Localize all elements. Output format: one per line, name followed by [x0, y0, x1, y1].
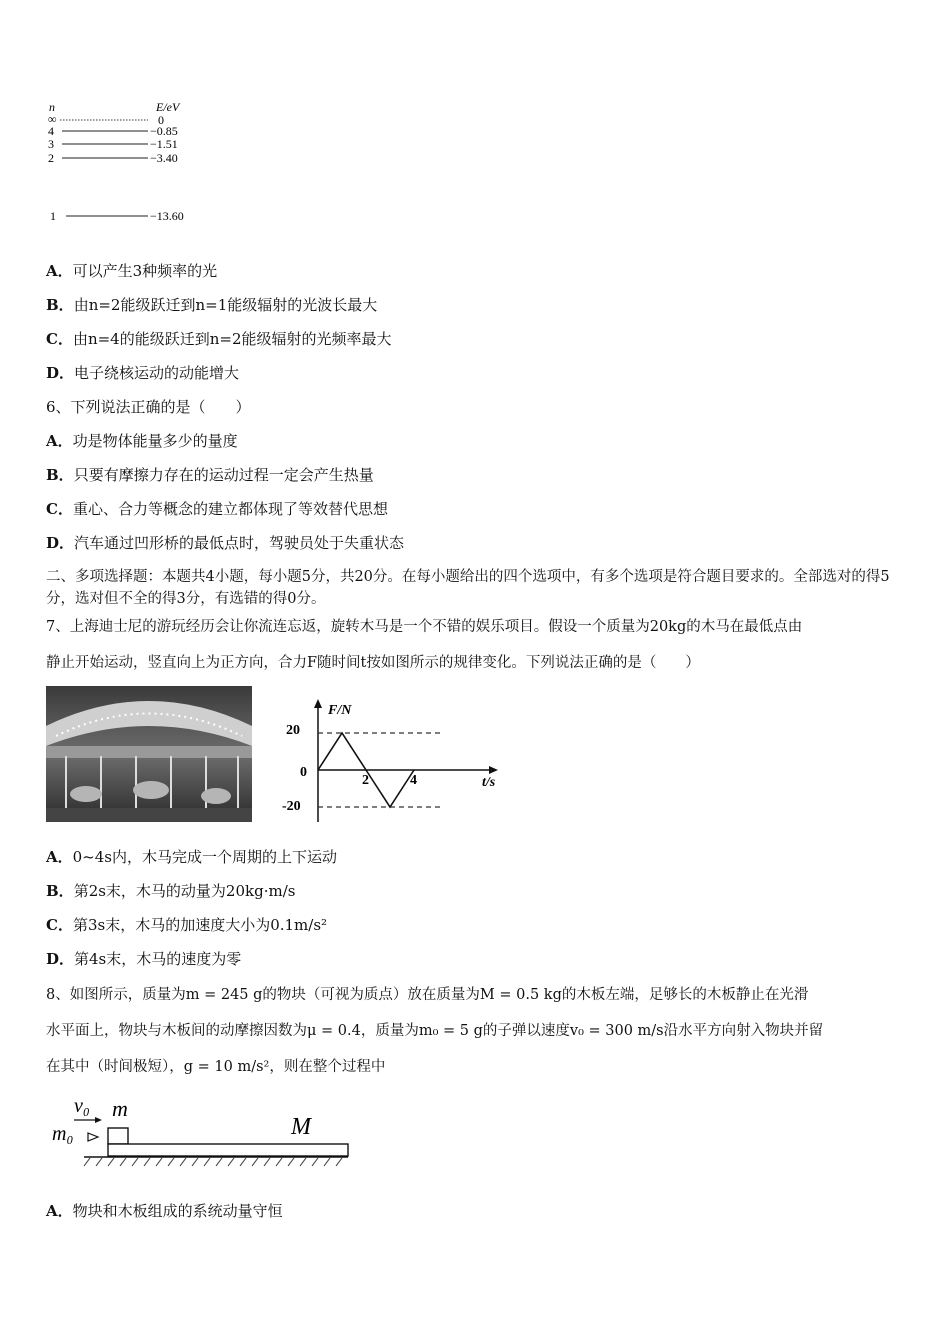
n-axis-label: n: [49, 100, 55, 114]
carousel-photo: [46, 686, 252, 822]
q6-option-d: D．汽车通过凹形桥的最低点时，驾驶员处于失重状态: [46, 534, 405, 552]
q7-stem-line2: 静止开始运动，竖直向上为正方向，合力F随时间t按如图所示的规律变化。下列说法正确的是（ ）: [46, 655, 700, 671]
bullet-mass-label: m₀: [52, 1123, 74, 1145]
level-n-1: 1: [50, 209, 56, 223]
block-board-figure: [46, 1090, 356, 1176]
level-n-2: 2: [48, 151, 54, 165]
y-tick-20: 20: [286, 723, 300, 738]
q5-option-d: D．电子绕核运动的动能增大: [46, 364, 240, 382]
q6-stem: 6、下列说法正确的是（ ）: [46, 398, 251, 416]
q7-stem-line1: 7、上海迪士尼的游玩经历会让你流连忘返，旋转木马是一个不错的娱乐项目。假设一个质量为20kg的木马在最低点由: [46, 619, 803, 635]
q7-option-d: D．第4s末，木马的速度为零: [46, 950, 242, 968]
q7-option-a: A．0~4s内，木马完成一个周期的上下运动: [46, 848, 337, 866]
q8-option-a: A．物块和木板组成的系统动量守恒: [46, 1202, 283, 1220]
bullet: [88, 1133, 98, 1141]
energy-level-diagram: [40, 98, 210, 228]
q5-option-a: A．可以产生3种频率的光: [46, 262, 218, 280]
q6-option-c: C．重心、合力等概念的建立都体现了等效替代思想: [46, 500, 388, 518]
board-mass-label: M: [291, 1114, 311, 1140]
force-time-chart: [280, 694, 510, 826]
velocity-arrowhead: [95, 1117, 102, 1123]
section-2-heading: 二、多项选择题：本题共4小题，每小题5分，共20分。在每小题给出的四个选项中，有多个选项是符合题目要求的。全部选对的得5分，选对但不全的得3分，有选错的得0分。: [46, 569, 890, 607]
level-n-inf: ∞: [48, 112, 57, 126]
board: [108, 1144, 348, 1156]
y-axis-label: F/N: [328, 703, 352, 718]
level-e-2: −3.40: [150, 151, 178, 165]
q8-stem-line1: 8、如图所示，质量为m = 245 g的物块（可视为质点）放在质量为M = 0.5 kg的木板左端，足够长的木板静止在光滑: [46, 987, 809, 1003]
x-axis-label: t/s: [482, 775, 496, 790]
level-e-1: −13.60: [150, 209, 184, 223]
y-tick-neg20: -20: [282, 799, 301, 814]
level-n-3: 3: [48, 137, 54, 151]
q8-stem-line3: 在其中（时间极短），g = 10 m/s²，则在整个过程中: [46, 1059, 386, 1075]
ground-hatch: [84, 1158, 342, 1166]
q8-stem-line2: 水平面上，物块与木板间的动摩擦因数为μ = 0.4，质量为m₀ = 5 g的子弹以速度v₀ = 300 m/s沿水平方向射入物块并留: [46, 1023, 824, 1039]
level-e-3: −1.51: [150, 137, 178, 151]
q6-option-a: A．功是物体能量多少的量度: [46, 432, 238, 450]
bullet-velocity-label: v₀: [74, 1095, 90, 1117]
block: [108, 1128, 128, 1144]
y-axis-arrow: [314, 699, 322, 708]
q7-option-b: B．第2s末，木马的动量为20kg·m/s: [46, 882, 296, 900]
level-e-inf: 0: [158, 113, 164, 127]
energy-axis-label: E/eV: [156, 100, 180, 114]
q7-option-c: C．第3s末，木马的加速度大小为0.1m/s²: [46, 916, 328, 934]
y-tick-0: 0: [300, 765, 307, 780]
q5-option-b: B．由n=2能级跃迁到n=1能级辐射的光波长最大: [46, 296, 378, 314]
level-e-4: −0.85: [150, 124, 178, 138]
q6-option-b: B．只要有摩擦力存在的运动过程一定会产生热量: [46, 466, 374, 484]
q5-option-c: C．由n=4的能级跃迁到n=2能级辐射的光频率最大: [46, 330, 392, 348]
x-axis-arrow: [489, 766, 498, 774]
x-tick-2: 2: [362, 773, 369, 788]
x-tick-4: 4: [410, 773, 417, 788]
block-mass-label: m: [112, 1096, 128, 1121]
level-n-4: 4: [48, 124, 54, 138]
